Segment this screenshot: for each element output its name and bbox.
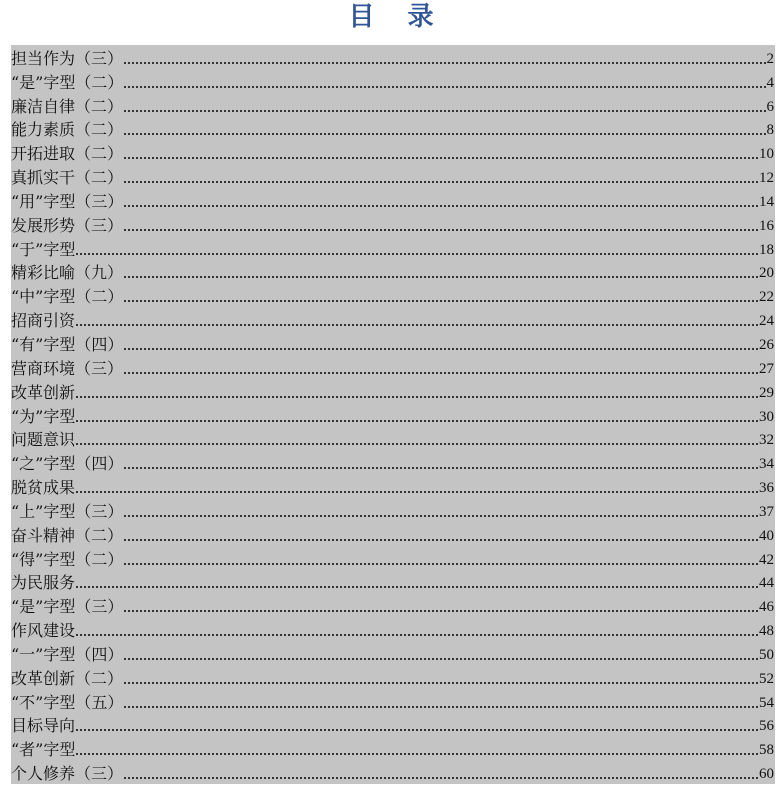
toc-entry[interactable] (11, 427, 775, 451)
toc-entry-page-number[interactable]: 32 (759, 432, 774, 449)
toc-entry-label[interactable]: “不”字型（五） (11, 692, 124, 712)
toc-dot-leader (124, 86, 765, 88)
toc-entry[interactable] (11, 498, 775, 522)
toc-entry-page-number[interactable]: 46 (759, 599, 774, 616)
toc-entry-label[interactable]: “为”字型 (11, 406, 76, 426)
toc-entry-page-number[interactable]: 36 (759, 480, 774, 497)
toc-title: 目 录 (348, 2, 446, 32)
toc-entry-label[interactable]: 精彩比喻（九） (11, 263, 124, 283)
toc-entry-label[interactable]: 奋斗精神（二） (11, 525, 124, 545)
toc-entry-label[interactable]: “是”字型（三） (11, 597, 124, 617)
toc-entry-page-number[interactable]: 29 (759, 384, 774, 401)
toc-entry-label[interactable]: “是”字型（二） (11, 72, 124, 92)
toc-dot-leader (124, 706, 758, 708)
toc-entry[interactable] (11, 188, 775, 212)
toc-dot-leader (124, 539, 758, 541)
toc-entry[interactable] (11, 69, 775, 93)
toc-entry-label[interactable]: 招商引资 (11, 311, 76, 331)
toc-entry-page-number[interactable]: 24 (759, 313, 774, 330)
toc-entry-label[interactable]: 廉洁自律（二） (11, 96, 124, 116)
toc-entry-label[interactable]: 发展形势（三） (11, 215, 124, 235)
toc-entry-label[interactable]: 开拓进取（二） (11, 144, 124, 164)
toc-entry-page-number[interactable]: 34 (759, 456, 774, 473)
toc-entry-label[interactable]: 个人修养（三） (11, 764, 124, 784)
toc-dot-leader (76, 253, 758, 255)
toc-entry-label[interactable]: 作风建设 (11, 621, 76, 641)
toc-dot-leader (124, 777, 758, 779)
toc-dot-leader (124, 372, 758, 374)
toc-entry[interactable] (11, 117, 775, 141)
toc-dot-leader (124, 563, 758, 565)
toc-entry-label[interactable]: “中”字型（二） (11, 287, 124, 307)
toc-entry-page-number[interactable]: 26 (759, 336, 774, 353)
toc-entry[interactable] (11, 260, 775, 284)
toc-entry[interactable] (11, 212, 775, 236)
toc-entry[interactable] (11, 307, 775, 331)
toc-dot-leader (124, 205, 758, 207)
toc-entry-page-number[interactable]: 48 (759, 623, 774, 640)
toc-entry[interactable] (11, 593, 775, 617)
toc-dot-leader (124, 300, 758, 302)
toc-entry[interactable] (11, 379, 775, 403)
toc-entry[interactable] (11, 617, 775, 641)
toc-dot-leader (76, 443, 758, 445)
toc-dot-leader (124, 157, 758, 159)
toc-entry-label[interactable]: 营商环境（三） (11, 358, 124, 378)
toc-dot-leader (124, 467, 758, 469)
toc-entry-label[interactable]: 改革创新 (11, 382, 76, 402)
toc-entry-label[interactable]: 能力素质（二） (11, 120, 124, 140)
toc-entry-label[interactable]: “之”字型（四） (11, 454, 124, 474)
toc-dot-leader (76, 753, 758, 755)
toc-entry[interactable] (11, 355, 775, 379)
toc-entry[interactable] (11, 641, 775, 665)
toc-entry-page-number[interactable]: 2 (766, 50, 774, 67)
toc-entry-page-number[interactable]: 40 (759, 527, 774, 544)
toc-entry[interactable] (11, 689, 775, 713)
toc-entry-page-number[interactable]: 37 (759, 503, 774, 520)
toc-entry[interactable] (11, 760, 775, 784)
toc-entry-label[interactable]: 改革创新（二） (11, 668, 124, 688)
toc-entry-page-number[interactable]: 10 (759, 146, 774, 163)
toc-entry-page-number[interactable]: 50 (759, 646, 774, 663)
toc-dot-leader (76, 491, 758, 493)
toc-list (11, 45, 775, 784)
toc-entry[interactable] (11, 546, 775, 570)
toc-dot-leader (76, 324, 758, 326)
toc-dot-leader (124, 62, 765, 64)
toc-entry[interactable] (11, 474, 775, 498)
toc-entry[interactable] (11, 522, 775, 546)
toc-entry[interactable] (11, 713, 775, 737)
toc-dot-leader (76, 586, 758, 588)
toc-entry-page-number[interactable]: 56 (759, 718, 774, 735)
toc-entry-page-number[interactable]: 22 (759, 289, 774, 306)
toc-entry-page-number[interactable]: 18 (759, 241, 774, 258)
toc-dot-leader (76, 729, 758, 731)
toc-entry[interactable] (11, 236, 775, 260)
toc-dot-leader (124, 515, 758, 517)
toc-entry-page-number[interactable]: 60 (759, 766, 774, 783)
toc-dot-leader (124, 348, 758, 350)
toc-entry-label[interactable]: “于”字型 (11, 239, 76, 259)
toc-entry[interactable] (11, 93, 775, 117)
toc-dot-leader (124, 276, 758, 278)
toc-dot-leader (124, 610, 758, 612)
toc-entry[interactable] (11, 665, 775, 689)
toc-entry-label[interactable]: 担当作为（三） (11, 48, 124, 68)
toc-entry-label[interactable]: “者”字型 (11, 740, 76, 760)
toc-entry-label[interactable]: “一”字型（四） (11, 644, 124, 664)
toc-entry-page-number[interactable]: 27 (759, 360, 774, 377)
toc-entry-page-number[interactable]: 16 (759, 217, 774, 234)
toc-entry[interactable] (11, 736, 775, 760)
toc-entry-label[interactable]: 为民服务 (11, 573, 76, 593)
toc-entry-label[interactable]: “用”字型（三） (11, 191, 124, 211)
toc-entry-label[interactable]: “得”字型（二） (11, 549, 124, 569)
toc-entry-page-number[interactable]: 42 (759, 551, 774, 568)
toc-entry-page-number[interactable]: 30 (759, 408, 774, 425)
toc-entry-label[interactable]: 问题意识 (11, 430, 76, 450)
toc-dot-leader (124, 133, 765, 135)
toc-entry-label[interactable]: 目标导向 (11, 716, 76, 736)
toc-entry[interactable] (11, 45, 775, 69)
toc-dot-leader (76, 634, 758, 636)
toc-entry[interactable] (11, 403, 775, 427)
toc-entry-page-number[interactable]: 58 (759, 742, 774, 759)
toc-dot-leader (124, 682, 758, 684)
toc-entry[interactable] (11, 450, 775, 474)
toc-entry-page-number[interactable]: 44 (759, 575, 774, 592)
toc-entry-page-number[interactable]: 14 (759, 193, 774, 210)
toc-entry-page-number[interactable]: 12 (759, 170, 774, 187)
toc-entry[interactable] (11, 331, 775, 355)
toc-dot-leader (124, 110, 765, 112)
toc-entry-label[interactable]: 真抓实干（二） (11, 168, 124, 188)
toc-dot-leader (76, 396, 758, 398)
toc-entry-page-number[interactable]: 8 (766, 122, 774, 139)
toc-dot-leader (124, 229, 758, 231)
toc-entry[interactable] (11, 283, 775, 307)
toc-entry-page-number[interactable]: 52 (759, 670, 774, 687)
toc-entry-page-number[interactable]: 6 (766, 98, 774, 115)
toc-entry[interactable] (11, 570, 775, 594)
toc-entry-label[interactable]: 脱贫成果 (11, 478, 76, 498)
toc-entry-page-number[interactable]: 54 (759, 694, 774, 711)
toc-entry-label[interactable]: “有”字型（四） (11, 334, 124, 354)
toc-entry-page-number[interactable]: 4 (766, 74, 774, 91)
toc-entry-label[interactable]: “上”字型（三） (11, 501, 124, 521)
toc-entry[interactable] (11, 140, 775, 164)
toc-entry[interactable] (11, 164, 775, 188)
toc-dot-leader (76, 420, 758, 422)
toc-dot-leader (124, 181, 758, 183)
toc-entry-page-number[interactable]: 20 (759, 265, 774, 282)
toc-dot-leader (124, 658, 758, 660)
